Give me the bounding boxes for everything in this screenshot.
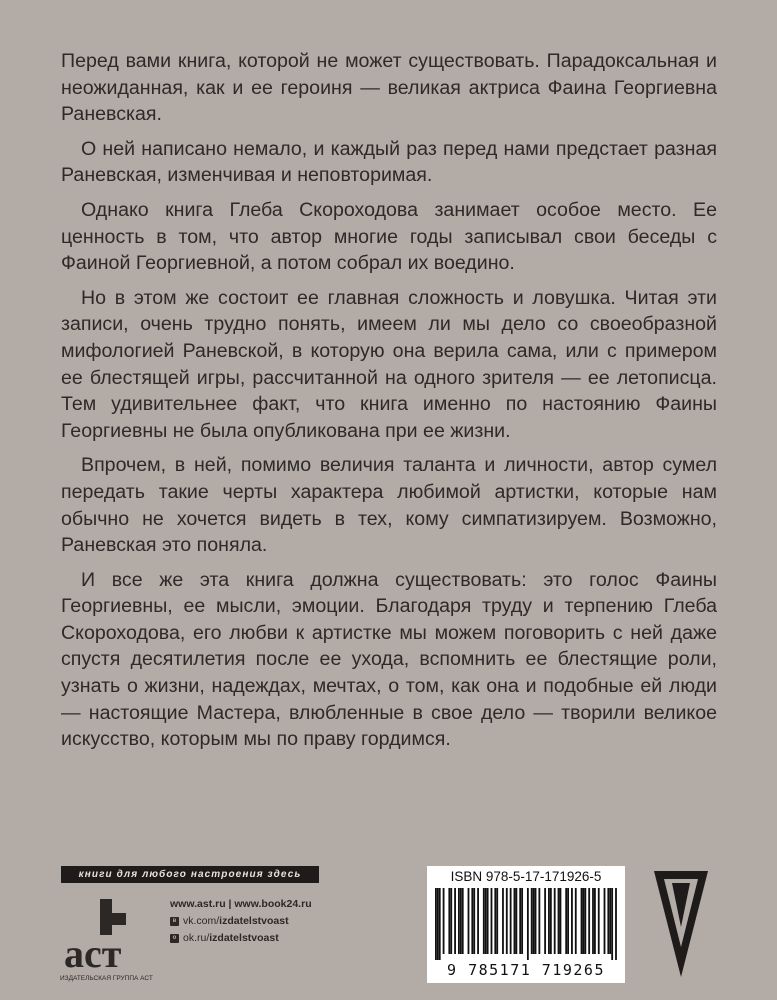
barcode-bar xyxy=(487,888,489,954)
blurb-paragraph: Перед вами книга, которой не может существовать. Парадоксальная и неожиданная, как и ее героиня — великая актриса Фаина Георгиевна Раневская. xyxy=(61,50,717,126)
barcode-bar xyxy=(558,888,560,954)
barcode-bar xyxy=(515,888,517,954)
ok-handle: izdatelstvoast xyxy=(209,932,279,944)
barcode-bar xyxy=(588,888,590,954)
barcode-bar xyxy=(471,888,473,954)
barcode-bar xyxy=(567,888,569,954)
barcode-bar xyxy=(439,888,441,960)
ok-link[interactable] xyxy=(170,930,312,947)
blurb-paragraph: Однако книга Глеба Скороходова занимает особое место. Ее ценность в том, что автор многие годы записывал свои беседы с Фаиной Георгиевной, а потом собрал их воедино. xyxy=(61,198,717,275)
barcode-bar xyxy=(560,888,562,954)
ok-prefix: ok.ru/ xyxy=(183,932,210,944)
barcode-bar xyxy=(538,888,540,954)
blurb-paragraph: Но в этом же состоит ее главная сложность и ловушка. Читая эти записи, очень трудно понять, имеем ли мы дело со своеобразной мифологией Раневской, в которую она верила сама, или с примером ее блестящей игры, рассчитанной на одного зрителя — ее летописца. Тем удивительнее факт, что книга именно по настоянию Фаины Георгиевны не была опубликована при ее жизни. xyxy=(61,286,717,442)
barcode-bar xyxy=(611,888,613,960)
barcode-digits: 9 785171 719265 xyxy=(447,961,605,979)
barcode-bar xyxy=(527,888,529,960)
barcode-bar xyxy=(435,888,437,960)
barcode-bar xyxy=(544,888,546,954)
back-cover-blurb xyxy=(61,48,717,761)
vk-prefix: vk.com/ xyxy=(183,915,220,927)
barcode-bar xyxy=(437,888,439,960)
barcode-bar xyxy=(450,888,452,954)
barcode-bar xyxy=(554,888,556,954)
barcode-bar xyxy=(609,888,611,954)
barcode-bar xyxy=(521,888,523,954)
barcode-bar xyxy=(548,888,550,954)
barcode-bar xyxy=(491,888,493,954)
barcode-bar xyxy=(443,888,445,954)
triangle-v-logo xyxy=(652,869,710,979)
barcode-bar xyxy=(502,888,504,954)
web-links-text: www.ast.ru | www.book24.ru xyxy=(170,898,312,910)
barcode-bar xyxy=(594,888,596,954)
barcode-bar xyxy=(607,888,609,954)
vk-link[interactable] xyxy=(170,913,312,930)
barcode-bar xyxy=(510,888,512,954)
barcode-bar xyxy=(514,888,516,954)
vk-handle: izdatelstvoast xyxy=(219,915,289,927)
blurb-paragraph: И все же эта книга должна существовать: это голос Фаины Георгиевны, ее мысли, эмоции. Благодаря труду и терпению Глеба Скороходова, его любви к артистке мы можем поговорить с ней даже спустя десятилетия после ее ухода, вспомнить ее блестящие роли, узнать о жизни, надеждах, мечтах, о том, как она и подобные ей люди — настоящие Мастера, влюбленные в свое дело — творили великое искусство, которым мы по праву гордимся. xyxy=(61,568,717,751)
barcode-bar xyxy=(477,888,479,954)
barcode-bar xyxy=(550,888,552,954)
ok-icon: о xyxy=(170,934,179,943)
tagline-text: книги для любого настроения здесь xyxy=(78,869,302,880)
barcode-bar xyxy=(473,888,475,954)
isbn-barcode xyxy=(427,866,625,983)
barcode-bar xyxy=(565,888,567,954)
barcode-bar xyxy=(575,888,577,954)
barcode-bar xyxy=(598,888,600,954)
barcode-bar xyxy=(533,888,535,954)
web-links[interactable] xyxy=(170,896,312,913)
isbn-label: ISBN 978-5-17-171926-5 xyxy=(450,869,602,884)
publisher-contacts xyxy=(170,896,312,947)
tagline-bar xyxy=(61,866,319,883)
ast-logo-icon xyxy=(60,895,140,973)
barcode-bar xyxy=(506,888,508,954)
barcode-bar xyxy=(483,888,485,954)
barcode-bar xyxy=(583,888,585,954)
barcode-bar xyxy=(460,888,462,954)
barcode-bar xyxy=(519,888,521,954)
barcode-bar xyxy=(468,888,470,954)
logo-caption: ИЗДАТЕЛЬСКАЯ ГРУППА АСТ xyxy=(60,975,153,982)
barcode-bar xyxy=(571,888,573,954)
barcode-bar xyxy=(592,888,594,954)
barcode-bar xyxy=(448,888,450,954)
vk-icon: в xyxy=(170,917,179,926)
barcode-bar xyxy=(535,888,537,954)
blurb-paragraph: О ней написано немало, и каждый раз перед нами предстает разная Раневская, изменчивая и неповторимая. xyxy=(61,137,717,187)
barcode-bar xyxy=(494,888,496,954)
barcode-bar xyxy=(604,888,606,954)
blurb-paragraph: Впрочем, в ней, помимо величия таланта и личности, автор сумел передать такие черты характера любимой артистки, которые нам обычно не хочется видеть в тех, кому симпатизируем. Возможно, Раневская это поняла. xyxy=(61,454,717,557)
ast-logo xyxy=(60,895,170,985)
barcode-bar xyxy=(615,888,617,960)
logo-wordmark: аст xyxy=(64,931,122,973)
barcode-bar xyxy=(581,888,583,954)
barcode-bar xyxy=(462,888,464,954)
barcode-bar xyxy=(496,888,498,954)
barcode-bars xyxy=(435,888,617,960)
barcode-bar xyxy=(584,888,586,954)
barcode-bar xyxy=(531,888,533,954)
barcode-bar xyxy=(485,888,487,954)
barcode-bar xyxy=(454,888,456,954)
barcode-bar xyxy=(458,888,460,954)
